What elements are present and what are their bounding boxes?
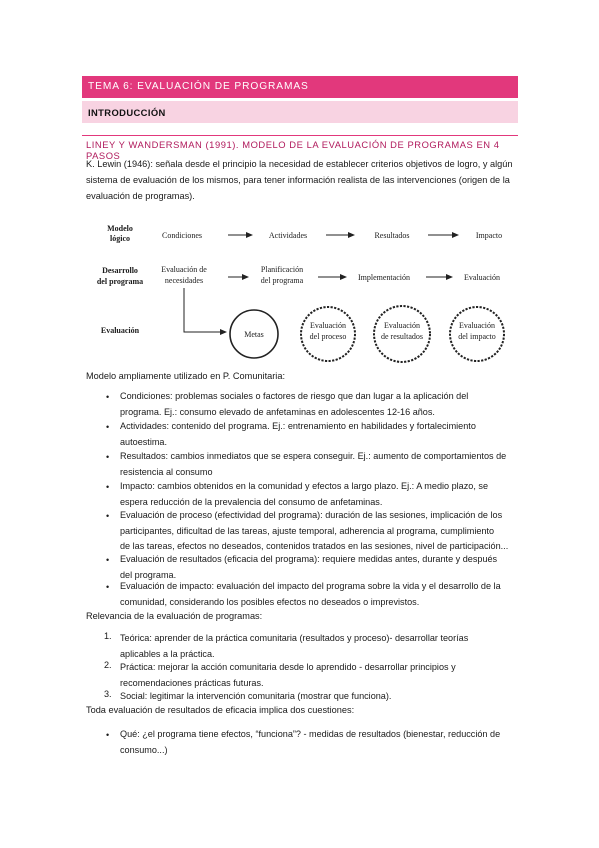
list-item: Evaluación de impacto: evaluación del impacto del programa sobre la vida y el desarrollo de la comunidad, considerando los posibles efectos no deseados o imprevistos. xyxy=(120,581,501,607)
list-item: Práctica: mejorar la acción comunitaria desde lo aprendido - desarrollar principios y recomendaciones prácticas futuras. xyxy=(120,662,456,688)
circle-label-impacto: Evaluación xyxy=(459,321,495,330)
node-implementacion: Implementación xyxy=(358,273,410,282)
circle-label-proceso-2: del proceso xyxy=(309,332,347,341)
list-item: Evaluación de resultados (eficacia del programa): requiere medidas antes, durante y después del programa. xyxy=(120,554,498,580)
list-item: Impacto: cambios obtenidos en la comunidad y efectos a largo plazo. Ej.: A medio plazo, se espera reducción de la prevalencia del consumo de anfetaminas. xyxy=(120,481,489,507)
questions-label: Toda evaluación de resultados de eficacia implica dos cuestiones: xyxy=(86,705,355,715)
bullet: • xyxy=(106,555,110,565)
intro-band xyxy=(82,101,518,123)
evaluation-model-diagram xyxy=(86,214,518,364)
intro-line: K. Lewin (1946): señala desde el principio la necesidad de establecer criterios objetivos de logro, y algún xyxy=(86,159,513,169)
relevance-label: Relevancia de la evaluación de programas: xyxy=(86,611,263,621)
list-item: Resultados: cambios inmediatos que se espera conseguir. Ej.: aumento de comportamientos de resistencia al consumo xyxy=(120,451,507,477)
bullet: • xyxy=(106,730,110,740)
list-item: Condiciones: problemas sociales o factores de riesgo que dan lugar a la aplicación del programa. Ej.: consumo elevado de anfetaminas en adolescentes 12-16 años. xyxy=(120,391,469,417)
bullet: • xyxy=(106,392,110,402)
circle-label-metas: Metas xyxy=(244,330,264,339)
node-planificacion-2: del programa xyxy=(260,276,304,285)
node-resultados: Resultados xyxy=(374,231,410,240)
list-item: Qué: ¿el programa tiene efectos, “funciona”? - medidas de resultados (bienestar, reducción de consumo...) xyxy=(120,729,501,755)
list-number: 2. xyxy=(104,660,112,670)
node-evaluacion: Evaluación xyxy=(464,273,500,282)
list-number: 3. xyxy=(104,689,112,699)
bullet: • xyxy=(106,422,110,432)
topic-title: TEMA 6: EVALUACIÓN DE PROGRAMAS xyxy=(88,81,309,92)
node-impacto: Impacto xyxy=(475,231,503,240)
bullet: • xyxy=(106,511,110,521)
row-label-evaluacion: Evaluación xyxy=(100,326,140,335)
list-number: 1. xyxy=(104,631,112,641)
bullet: • xyxy=(106,452,110,462)
connector-necesidades-metas xyxy=(184,288,226,332)
intro-line: evaluación de programas). xyxy=(86,191,195,201)
list-item: Social: legitimar la intervención comunitaria (mostrar que funciona). xyxy=(120,691,392,701)
usage-label: Modelo ampliamente utilizado en P. Comunitaria: xyxy=(86,371,286,381)
circle-label-resultados-2: de resultados xyxy=(381,332,423,341)
list-item: Evaluación de proceso (efectividad del programa): duración de las sesiones, implicación de los participantes, dificultad de las tareas, ajuste temporal, adherencia al programa, cumplimiento de las tareas, efectos no deseados, contenidos tratados en las sesiones, nivel de participación... xyxy=(120,510,509,552)
circle-label-resultados: Evaluación xyxy=(384,321,420,330)
intro-paragraph xyxy=(86,156,518,204)
intro-line: sistema de evaluación de los mismos, para tener información realista de las intervenciones (origen de la xyxy=(86,175,510,185)
section-divider xyxy=(82,135,518,136)
node-evaluacion-necesidades-2: necesidades xyxy=(164,276,204,285)
row-label-modelo-2: lógico xyxy=(110,234,130,243)
row-label-desarrollo-2: del programa xyxy=(96,277,144,286)
section-heading: LINEY Y WANDERSMAN (1991). MODELO DE LA EVALUACIÓN DE PROGRAMAS EN 4 PASOS xyxy=(86,139,500,161)
node-planificacion: Planificación xyxy=(260,265,304,274)
node-evaluacion-necesidades: Evaluación de xyxy=(161,265,207,274)
bullet: • xyxy=(106,582,110,592)
row-label-modelo: Modelo xyxy=(107,224,133,233)
node-condiciones: Condiciones xyxy=(162,231,202,240)
list-item: Teórica: aprender de la práctica comunitaria (resultados y proceso)- desarrollar teorías aplicables a la práctica. xyxy=(120,633,469,659)
list-item: Actividades: contenido del programa. Ej.: entrenamiento en habilidades y fortalecimiento autoestima. xyxy=(120,421,476,447)
topic-title-band xyxy=(82,76,518,98)
circle-label-proceso: Evaluación xyxy=(310,321,346,330)
node-actividades: Actividades xyxy=(268,231,308,240)
row-label-desarrollo: Desarrollo xyxy=(102,266,138,275)
intro-heading: INTRODUCCIÓN xyxy=(88,107,166,118)
circle-label-impacto-2: del impacto xyxy=(458,332,496,341)
bullet: • xyxy=(106,482,110,492)
